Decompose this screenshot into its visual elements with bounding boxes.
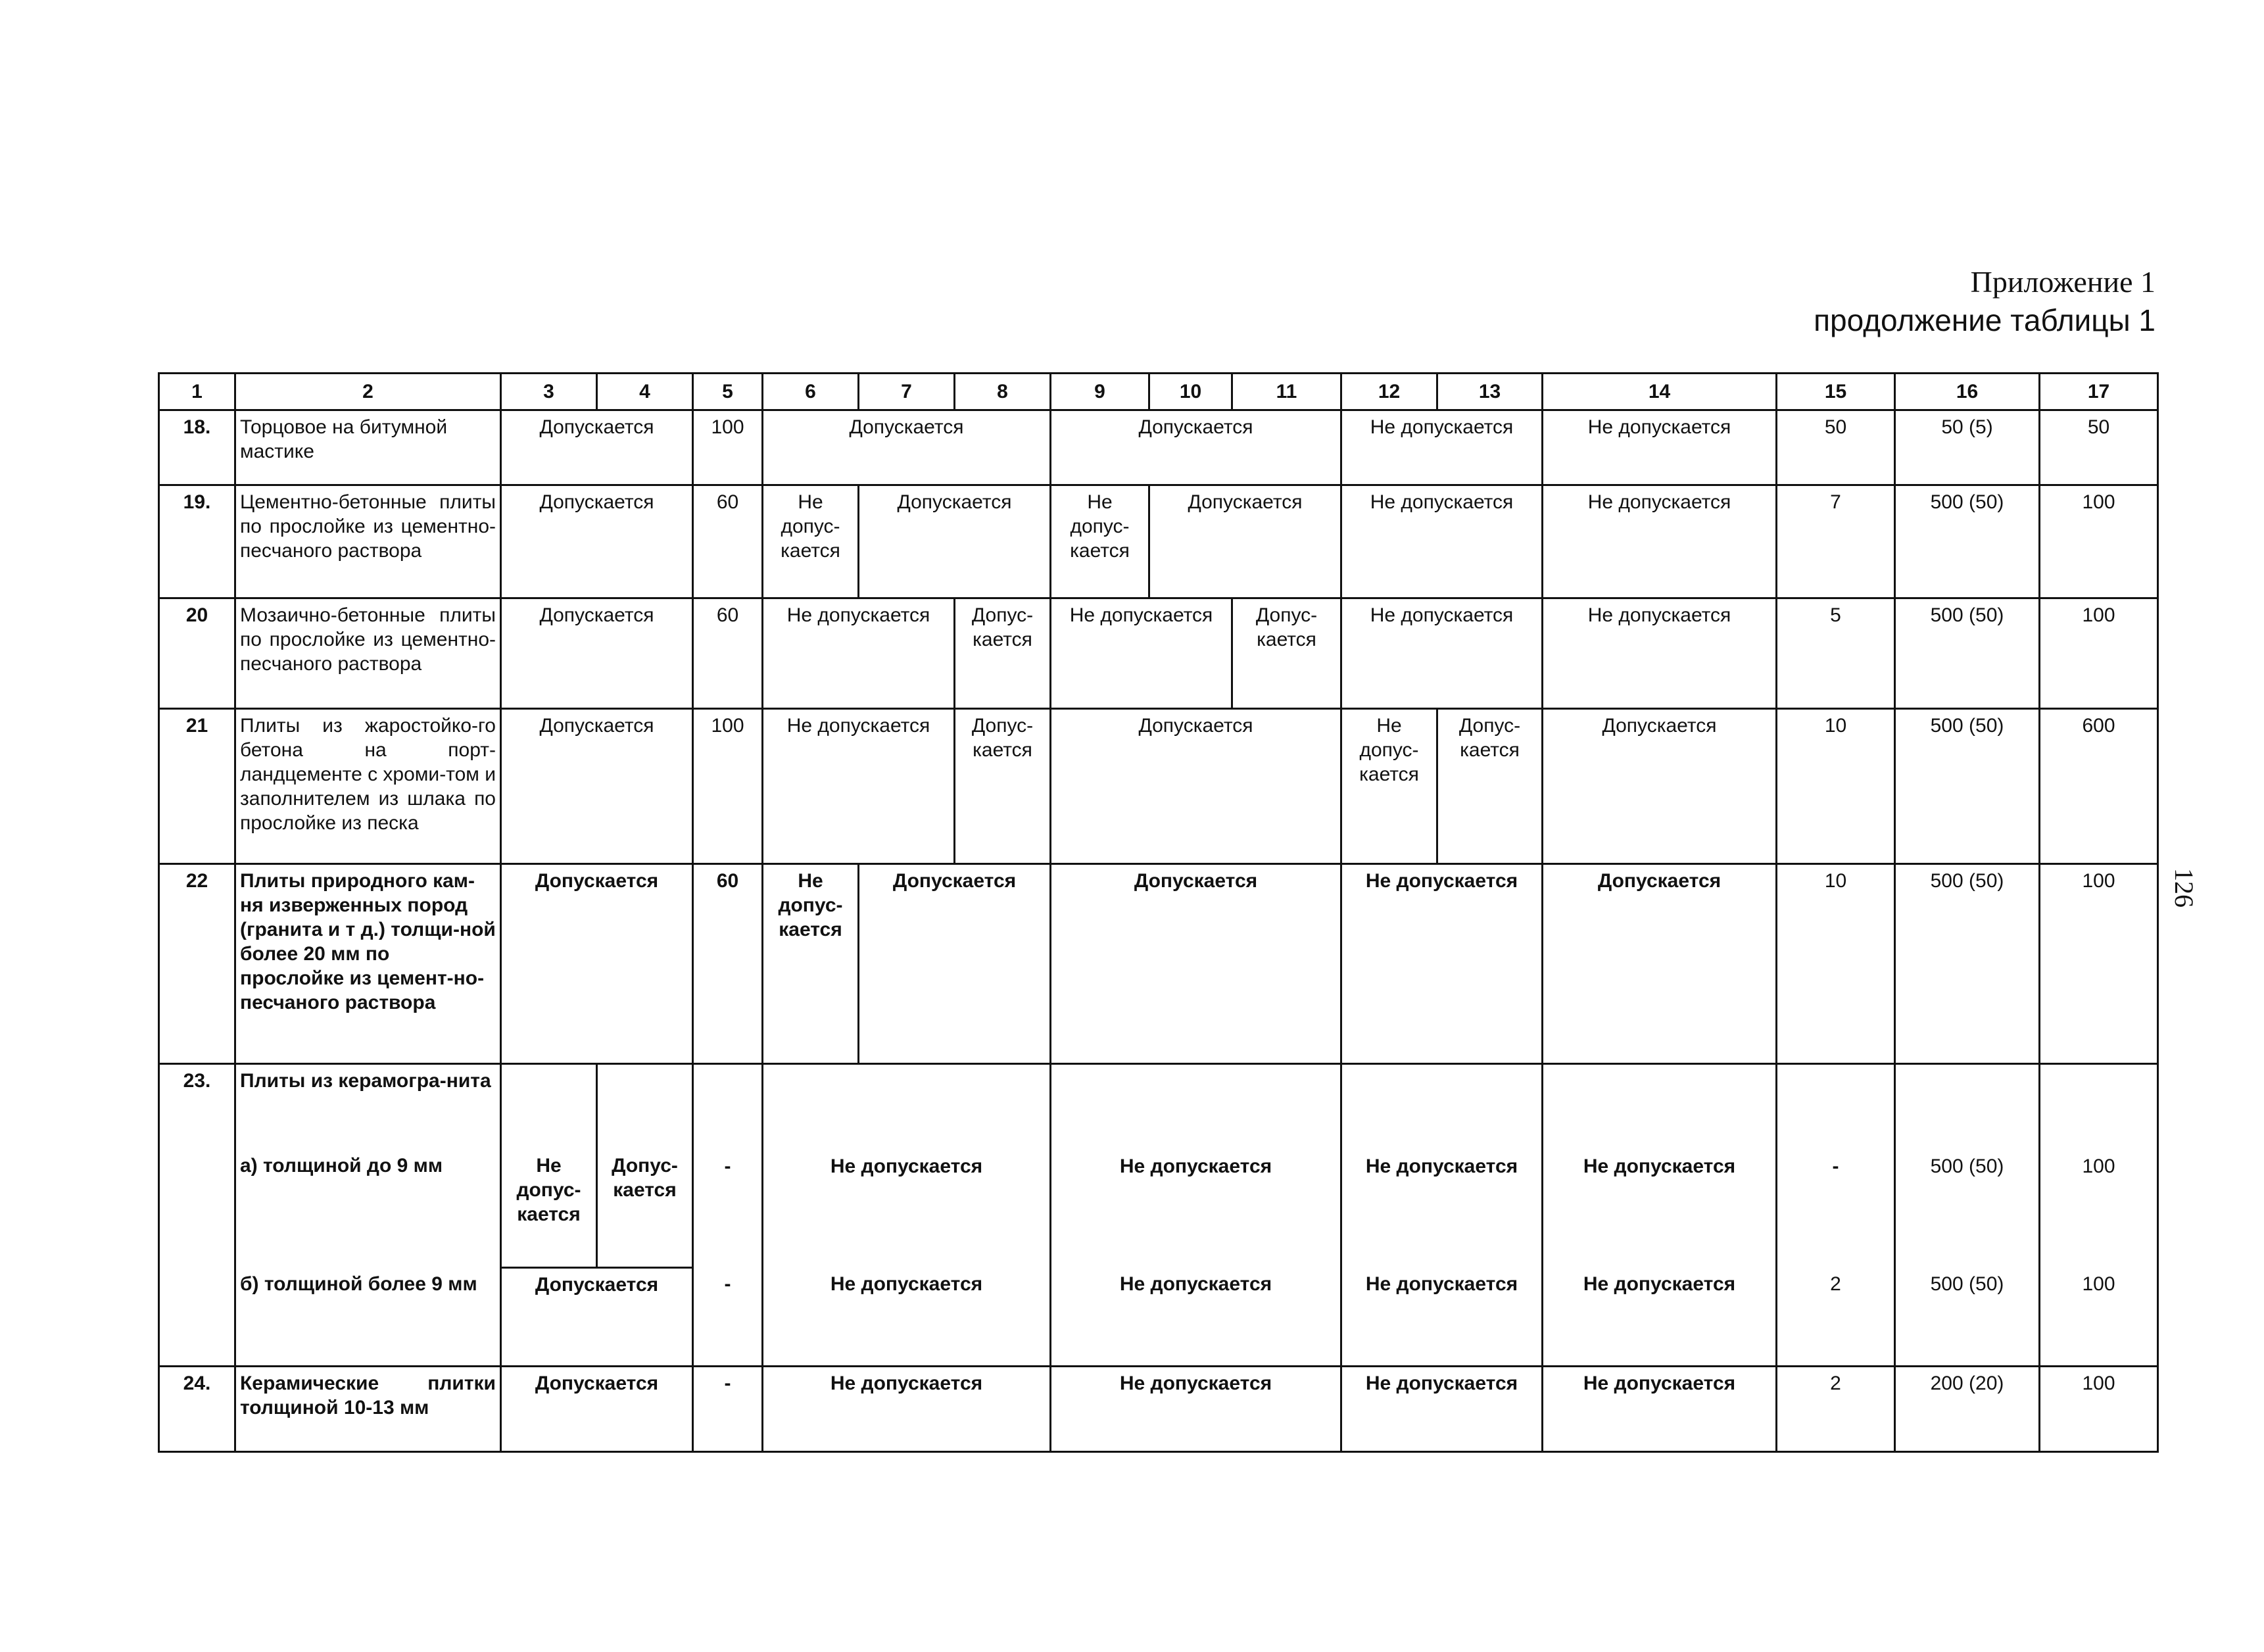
table-row bbox=[159, 1367, 2158, 1452]
cell: Допускается bbox=[1149, 485, 1341, 598]
cell: Допускается bbox=[501, 598, 693, 709]
cell: Не допус-кается bbox=[501, 1150, 597, 1268]
row-description: б) толщиной более 9 мм bbox=[235, 1268, 501, 1367]
header-row bbox=[159, 374, 2158, 410]
cell: Допус-кается bbox=[1437, 709, 1543, 864]
table-row bbox=[159, 709, 2158, 864]
cell: 100 bbox=[2040, 1064, 2158, 1268]
cell: Допускается bbox=[1051, 709, 1341, 864]
col-header: 8 bbox=[955, 374, 1051, 410]
cell: Допускается bbox=[1051, 410, 1341, 485]
table-row bbox=[159, 598, 2158, 709]
cell: 100 bbox=[2040, 1367, 2158, 1452]
col-header: 12 bbox=[1341, 374, 1437, 410]
cell: 500 (50) bbox=[1895, 864, 2040, 1064]
cell: Не допускается bbox=[1051, 1064, 1341, 1268]
cell: 10 bbox=[1777, 864, 1895, 1064]
cell: Допус-кается bbox=[955, 598, 1051, 709]
cell: 500 (50) bbox=[1895, 598, 2040, 709]
cell: Допускается bbox=[859, 864, 1051, 1064]
cell: 60 bbox=[693, 598, 763, 709]
appendix-title: Приложение 1 bbox=[1970, 265, 2156, 299]
cell: Не допускается bbox=[1051, 1268, 1341, 1367]
col-header: 4 bbox=[597, 374, 693, 410]
col-header: 9 bbox=[1051, 374, 1149, 410]
cell: Не допускается bbox=[1543, 1064, 1777, 1268]
cell: - bbox=[693, 1367, 763, 1452]
col-header: 17 bbox=[2040, 374, 2158, 410]
cell: 500 (50) bbox=[1895, 485, 2040, 598]
row-number: 21 bbox=[159, 709, 235, 864]
cell: Допус-кается bbox=[597, 1150, 693, 1268]
flooring-table bbox=[158, 372, 2159, 1453]
cell: Не допускается bbox=[763, 1064, 1051, 1268]
row-number: 23. bbox=[159, 1064, 235, 1367]
cell: Не допускается bbox=[1051, 598, 1232, 709]
cell: Допускается bbox=[501, 1268, 693, 1367]
cell bbox=[501, 1064, 597, 1150]
cell: 10 bbox=[1777, 709, 1895, 864]
col-header: 15 bbox=[1777, 374, 1895, 410]
cell: Допускается bbox=[501, 709, 693, 864]
col-header: 13 bbox=[1437, 374, 1543, 410]
cell: Допускается bbox=[501, 864, 693, 1064]
cell: Не допус-кается bbox=[763, 864, 859, 1064]
table-row bbox=[159, 410, 2158, 485]
cell: Не допускается bbox=[1543, 485, 1777, 598]
col-header: 2 bbox=[235, 374, 501, 410]
cell: 2 bbox=[1777, 1268, 1895, 1367]
col-header: 1 bbox=[159, 374, 235, 410]
cell: 7 bbox=[1777, 485, 1895, 598]
page-number: 126 bbox=[2169, 868, 2199, 908]
cell: Допускается bbox=[1051, 864, 1341, 1064]
cell: Не допускается bbox=[1341, 1367, 1543, 1452]
cell: Допускается bbox=[501, 410, 693, 485]
table-continuation-title: продолжение таблицы 1 bbox=[1814, 303, 2156, 337]
cell: Не допускается bbox=[763, 709, 955, 864]
row-description: Плиты из жаростойко-го бетона на порт-ландцементе с хроми-том и заполнителем из шлака по прослойке из песка bbox=[235, 709, 501, 864]
cell: 100 bbox=[2040, 864, 2158, 1064]
appendix-heading bbox=[1814, 263, 2156, 339]
cell: Допус-кается bbox=[1232, 598, 1341, 709]
cell: Не допускается bbox=[1543, 598, 1777, 709]
cell: 100 bbox=[693, 410, 763, 485]
cell: 600 bbox=[2040, 709, 2158, 864]
row-description: Торцовое на битумной мастике bbox=[235, 410, 501, 485]
cell: Не допускается bbox=[763, 1268, 1051, 1367]
cell: Не допускается bbox=[1341, 410, 1543, 485]
table-row bbox=[159, 485, 2158, 598]
cell: 100 bbox=[2040, 485, 2158, 598]
row-description: Плиты из керамогра-нита bbox=[235, 1064, 501, 1150]
cell: Не допускается bbox=[1341, 1064, 1543, 1268]
col-header: 11 bbox=[1232, 374, 1341, 410]
cell: 100 bbox=[2040, 1268, 2158, 1367]
col-header: 6 bbox=[763, 374, 859, 410]
table-row bbox=[159, 1064, 2158, 1150]
cell: Не допускается bbox=[1543, 1268, 1777, 1367]
cell: 60 bbox=[693, 864, 763, 1064]
cell: 100 bbox=[2040, 598, 2158, 709]
row-description: Керамические плитки толщиной 10-13 мм bbox=[235, 1367, 501, 1452]
cell: 200 (20) bbox=[1895, 1367, 2040, 1452]
cell: 5 bbox=[1777, 598, 1895, 709]
row-number: 22 bbox=[159, 864, 235, 1064]
cell: - bbox=[693, 1268, 763, 1367]
row-number: 20 bbox=[159, 598, 235, 709]
col-header: 7 bbox=[859, 374, 955, 410]
cell: Допускается bbox=[501, 485, 693, 598]
row-number: 24. bbox=[159, 1367, 235, 1452]
row-description: Плиты природного кам-ня изверженных пород (гранита и т д.) толщи-ной более 20 мм по прослойке из цемент-но-песчаного раствора bbox=[235, 864, 501, 1064]
cell: Не допускается bbox=[763, 1367, 1051, 1452]
cell: 2 bbox=[1777, 1367, 1895, 1452]
col-header: 5 bbox=[693, 374, 763, 410]
cell: - bbox=[1777, 1064, 1895, 1268]
cell: Не допускается bbox=[1051, 1367, 1341, 1452]
cell: Допускается bbox=[859, 485, 1051, 598]
col-header: 14 bbox=[1543, 374, 1777, 410]
cell bbox=[597, 1064, 693, 1150]
cell: 500 (50) bbox=[1895, 1064, 2040, 1268]
cell: Допускается bbox=[501, 1367, 693, 1452]
cell: Не допус-кается bbox=[1051, 485, 1149, 598]
cell: Допускается bbox=[763, 410, 1051, 485]
row-number: 18. bbox=[159, 410, 235, 485]
col-header: 16 bbox=[1895, 374, 2040, 410]
col-header: 10 bbox=[1149, 374, 1232, 410]
cell: Не допускается bbox=[1341, 485, 1543, 598]
row-description: Цементно-бетонные плиты по прослойке из цементно-песчаного раствора bbox=[235, 485, 501, 598]
cell: 50 bbox=[2040, 410, 2158, 485]
cell: Не допус-кается bbox=[763, 485, 859, 598]
cell: Не допускается bbox=[1341, 1268, 1543, 1367]
table-row bbox=[159, 864, 2158, 1064]
cell: Допускается bbox=[1543, 864, 1777, 1064]
row-number: 19. bbox=[159, 485, 235, 598]
table-row bbox=[159, 1268, 2158, 1367]
cell: Не допускается bbox=[1543, 1367, 1777, 1452]
cell: Допускается bbox=[1543, 709, 1777, 864]
cell: 50 bbox=[1777, 410, 1895, 485]
cell: 500 (50) bbox=[1895, 709, 2040, 864]
cell: Не допускается bbox=[1341, 864, 1543, 1064]
cell: Не допускается bbox=[1341, 598, 1543, 709]
cell: Не допускается bbox=[1543, 410, 1777, 485]
cell: 100 bbox=[693, 709, 763, 864]
cell: - bbox=[693, 1064, 763, 1268]
cell: Не допускается bbox=[763, 598, 955, 709]
cell: 50 (5) bbox=[1895, 410, 2040, 485]
col-header: 3 bbox=[501, 374, 597, 410]
row-description: а) толщиной до 9 мм bbox=[235, 1150, 501, 1268]
row-description: Мозаично-бетонные плиты по прослойке из цементно-песчаного раствора bbox=[235, 598, 501, 709]
cell: Не допус-кается bbox=[1341, 709, 1437, 864]
cell: 500 (50) bbox=[1895, 1268, 2040, 1367]
cell: 60 bbox=[693, 485, 763, 598]
cell: Допус-кается bbox=[955, 709, 1051, 864]
